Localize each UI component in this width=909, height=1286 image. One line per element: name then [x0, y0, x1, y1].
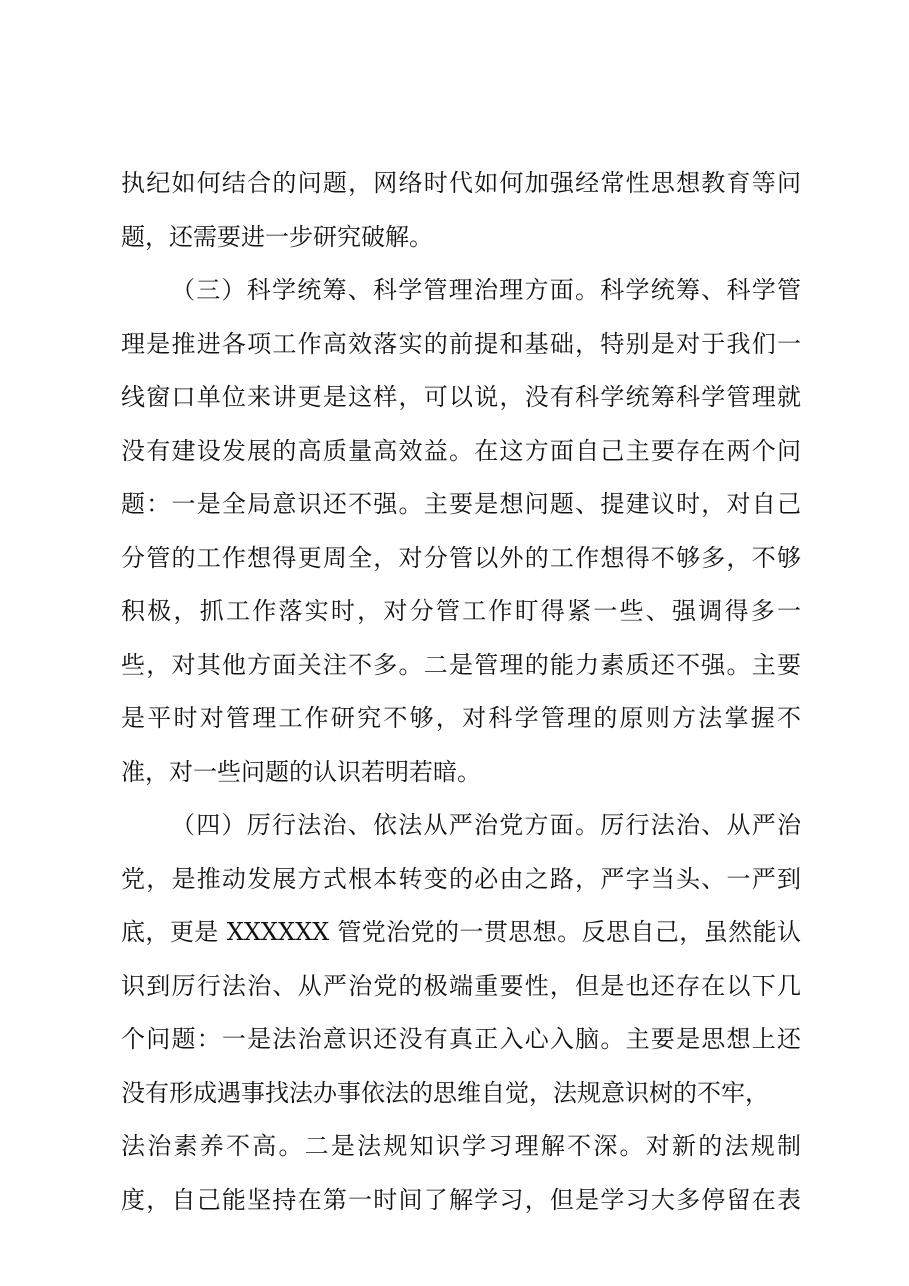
- text-line: 线窗口单位来讲更是这样，可以说，没有科学统筹科学管理就: [121, 383, 801, 411]
- text-line: 没有建设发展的高质量高效益。在这方面自己主要存在两个问: [121, 436, 801, 465]
- body-text: [121, 157, 801, 1227]
- text-line: 党，是推动发展方式根本转变的必由之路，严字当头、一严到: [121, 864, 801, 893]
- section-heading-line: （四）厉行法治、依法从严治党方面。厉行法治、从严治: [171, 811, 801, 839]
- text-line: 度，自己能坚持在第一时间了解学习，但是学习大多停留在表: [121, 1185, 801, 1214]
- text-line: 准，对一些问题的认识若明若暗。: [121, 757, 481, 786]
- text-line: 些，对其他方面关注不多。二是管理的能力素质还不强。主要: [121, 650, 801, 679]
- text-line: 个问题：一是法治意识还没有真正入心入脑。主要是思想上还: [121, 1025, 801, 1053]
- text-line: 识到厉行法治、从严治党的极端重要性，但是也还存在以下几: [121, 971, 801, 1000]
- section-heading-line: （三）科学统筹、科学管理治理方面。科学统筹、科学管: [171, 276, 801, 304]
- text-line: 底，更是 XXXXXX 管党治党的一贯思想。反思自己，虽然能认: [121, 918, 801, 946]
- text-line: 没有形成遇事找法办事依法的思维自觉，法规意识树的不牢，: [121, 1078, 769, 1107]
- text-line: 题：一是全局意识还不强。主要是想问题、提建议时，对自己: [121, 490, 801, 518]
- text-line: 分管的工作想得更周全，对分管以外的工作想得不够多，不够: [121, 543, 801, 572]
- text-line: 题，还需要进一步研究破解。: [121, 222, 433, 251]
- text-line: 法治素养不高。二是法规知识学习理解不深。对新的法规制: [121, 1132, 801, 1160]
- text-line: 是平时对管理工作研究不够，对科学管理的原则方法掌握不: [121, 704, 801, 732]
- text-line: 积极，抓工作落实时，对分管工作盯得紧一些、强调得多一: [121, 597, 801, 625]
- text-line: 执纪如何结合的问题，网络时代如何加强经常性思想教育等问: [121, 169, 801, 197]
- text-line: 理是推进各项工作高效落实的前提和基础，特别是对于我们一: [121, 329, 801, 358]
